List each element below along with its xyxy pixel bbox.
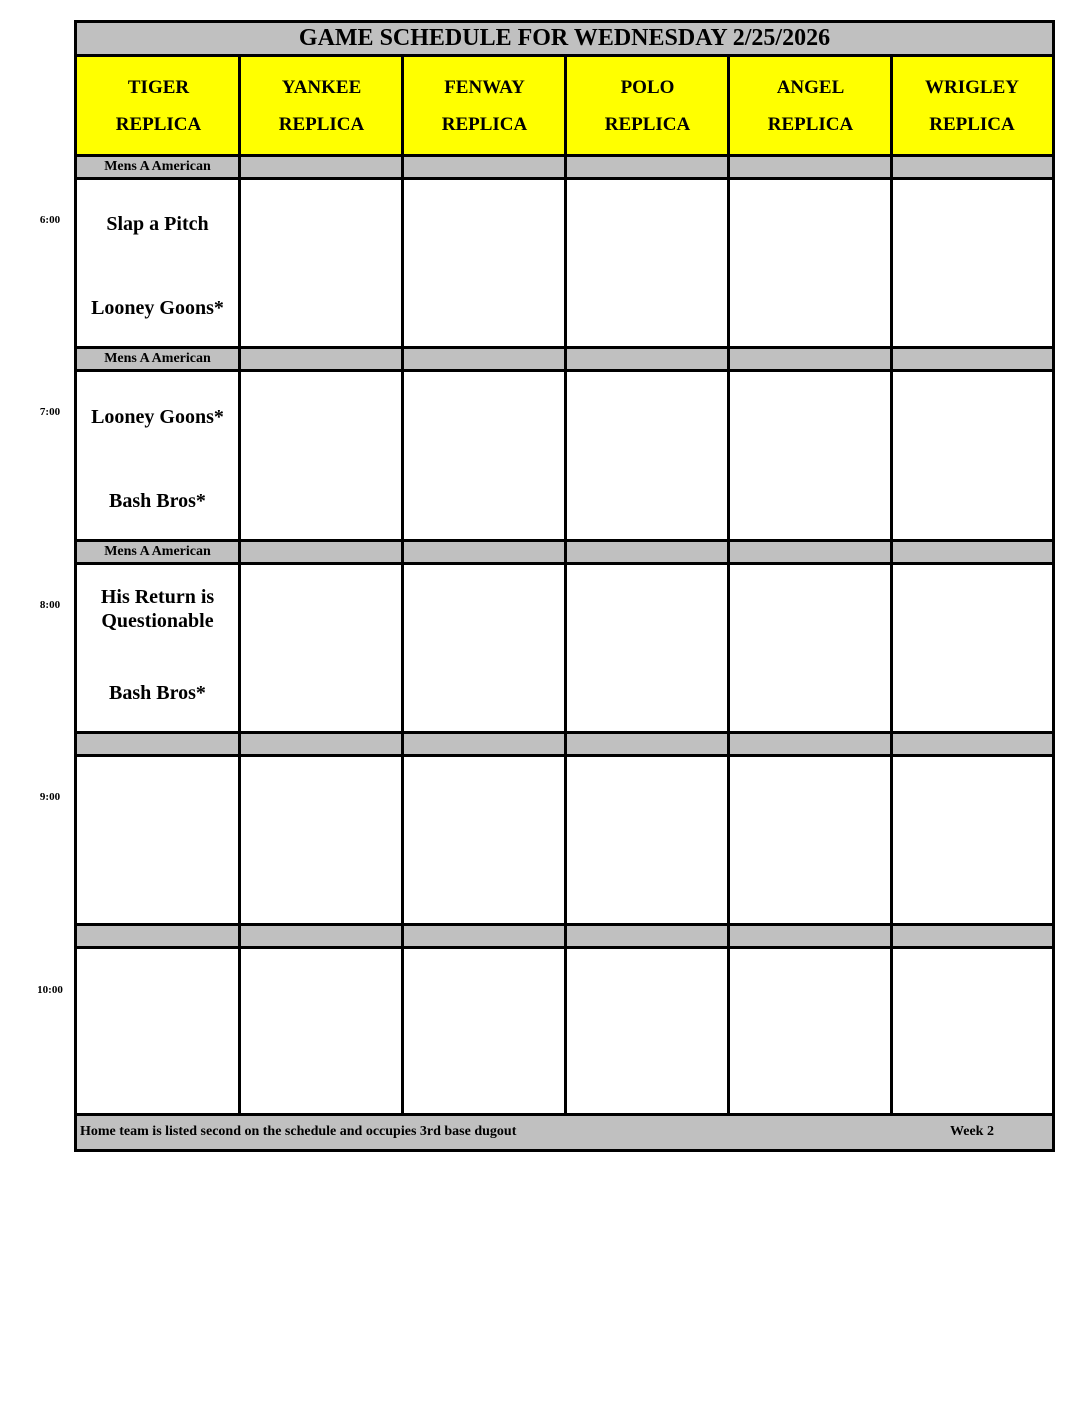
division-label: Mens A American	[104, 351, 211, 366]
division-label: Mens A American	[104, 159, 211, 174]
field-name: POLO	[620, 76, 675, 98]
time-label: 7:00	[39, 406, 61, 418]
division-label	[77, 734, 238, 754]
field-name: ANGEL	[776, 76, 845, 98]
home-team: Bash Bros*	[109, 490, 206, 512]
field-type: REPLICA	[441, 113, 528, 135]
schedule-title: GAME SCHEDULE FOR WEDNESDAY 2/25/2026	[77, 23, 1052, 57]
schedule-table	[74, 20, 1055, 1152]
away-team: Slap a Pitch	[106, 213, 209, 235]
field-header-polo	[566, 57, 729, 157]
field-type: REPLICA	[115, 113, 202, 135]
field-header-fenway	[403, 57, 566, 157]
column-divider	[401, 57, 404, 1113]
field-type: REPLICA	[604, 113, 691, 135]
time-label: 8:00	[39, 599, 61, 611]
away-team: Looney Goons*	[91, 406, 224, 428]
schedule-footer	[77, 1113, 1052, 1149]
time-label: 6:00	[39, 214, 61, 226]
field-name: FENWAY	[444, 76, 525, 98]
field-type: REPLICA	[929, 113, 1015, 135]
time-label: 10:00	[37, 984, 63, 996]
division-label: Mens A American	[104, 544, 211, 559]
field-name: WRIGLEY	[925, 76, 1019, 98]
away-team: His Return is Questionable	[100, 586, 215, 632]
field-type: REPLICA	[278, 113, 365, 135]
field-header-angel	[729, 57, 892, 157]
field-name: TIGER	[127, 76, 190, 98]
field-header-wrigley	[892, 57, 1052, 157]
column-divider	[564, 57, 567, 1113]
home-team-note: Home team is listed second on the schedule and occupies 3rd base dugout	[80, 1124, 517, 1139]
field-header-yankee	[240, 57, 403, 157]
column-divider	[727, 57, 730, 1113]
division-label	[77, 926, 238, 946]
home-team: Looney Goons*	[91, 297, 224, 319]
home-team: Bash Bros*	[109, 682, 206, 704]
week-label: Week 2	[950, 1124, 994, 1139]
field-name: YANKEE	[281, 76, 362, 98]
field-header-tiger	[77, 57, 240, 157]
column-divider	[890, 57, 893, 1113]
column-divider	[238, 57, 241, 1113]
time-label: 9:00	[39, 791, 61, 803]
field-type: REPLICA	[767, 113, 854, 135]
